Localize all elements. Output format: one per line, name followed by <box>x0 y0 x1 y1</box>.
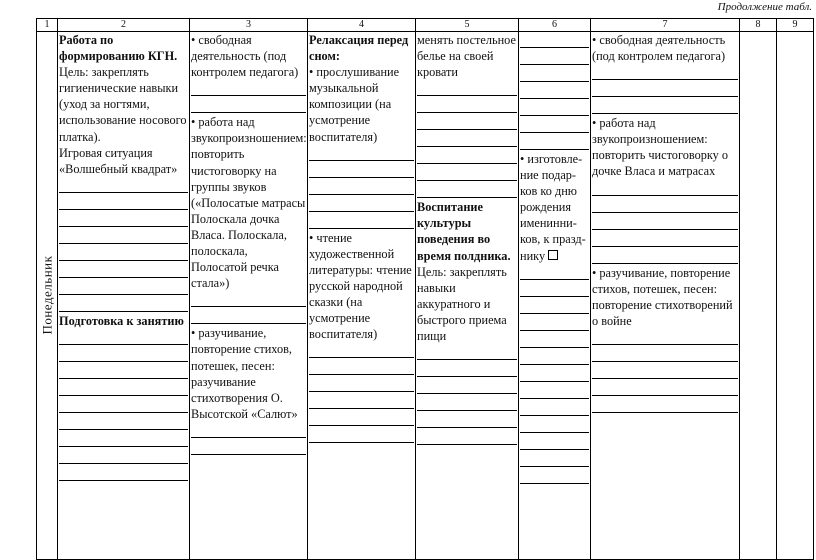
free-activity: • свободная деятельность (под контролем педагога) <box>592 33 726 64</box>
hygiene-title: Работа по формированию КГН. <box>59 33 178 64</box>
snack-behavior-goal: Цель: закреплять навыки аккуратного и быстрого приема пищи <box>417 264 507 344</box>
poem-learning: • разучивание, повторение стихов, потешек, песен: разучивание стихотворения О. Высотской «Салют» <box>191 326 298 421</box>
day-label: Понедельник <box>38 256 54 335</box>
column-number: 5 <box>416 19 519 32</box>
pronunciation-work: • работа над звукопроизношением: повторить чистоговорку о дочке Власа и матрасах <box>592 116 729 179</box>
column-number: 9 <box>777 19 814 32</box>
behavior-cell <box>416 32 519 560</box>
snack-behavior-title: Воспитание культуры поведения во время полдника. <box>417 200 511 263</box>
gift-line: ков ко дню <box>520 184 577 199</box>
monday-row <box>37 32 814 560</box>
column-number: 2 <box>58 19 190 32</box>
gifts-cell <box>519 32 591 560</box>
column-number-row <box>37 19 814 32</box>
pronunciation-work: • работа над звукопроизношением: повторить чистоговорку на группы звуков («Полосатые матрасы Полоскала дочка Власа. Полоскала, полоскала, Полосатой речка стала») <box>191 115 307 291</box>
free-activity: • свободная деятельность (под контролем педагога) <box>191 33 299 80</box>
hygiene-cell <box>58 32 190 560</box>
gift-line: рождения <box>520 200 572 215</box>
music-listening: • прослушивание музыкальной композиции (на усмотрение воспитателя) <box>309 65 400 144</box>
day-cell <box>37 32 58 560</box>
game-situation: Игровая ситуация «Волшебный квадрат» <box>59 145 178 176</box>
gift-line: ние подар- <box>520 168 577 183</box>
checkbox-icon <box>548 250 558 260</box>
plan-table <box>36 18 814 560</box>
column-number: 6 <box>519 19 591 32</box>
column-number: 3 <box>190 19 308 32</box>
table-continuation-caption: Продолжение табл. <box>717 1 812 13</box>
linen-change: менять постельное белье на своей кровати <box>417 33 516 80</box>
column-number: 4 <box>308 19 416 32</box>
empty-column-9 <box>777 32 814 560</box>
relaxation-cell <box>308 32 416 560</box>
hygiene-goal: Цель: закреплять гигиенические навыки (уход за ногтями, использование носового платка). <box>59 65 187 144</box>
gift-line: нику <box>520 248 546 263</box>
lesson-prep-title: Подготовка к занятию <box>59 313 184 328</box>
poem-learning: • разучивание, повторение стихов, потешек, песен: повторение стихотворений о войне <box>592 265 733 328</box>
relaxation-title: Релаксация перед сном: <box>309 33 409 64</box>
column-number: 7 <box>591 19 740 32</box>
empty-column-8 <box>740 32 777 560</box>
gift-line: • изготовле- <box>520 152 583 166</box>
activities-repeat-cell <box>591 32 740 560</box>
column-number: 1 <box>37 19 58 32</box>
reading-fiction: • чтение художественной литературы: чтение русской народной сказки (на усмотрение воспитателя) <box>309 230 412 342</box>
column-number: 8 <box>740 19 777 32</box>
gift-line: ков, к празд- <box>520 232 586 247</box>
gift-line: именинни- <box>520 216 577 231</box>
activities-cell <box>190 32 308 560</box>
